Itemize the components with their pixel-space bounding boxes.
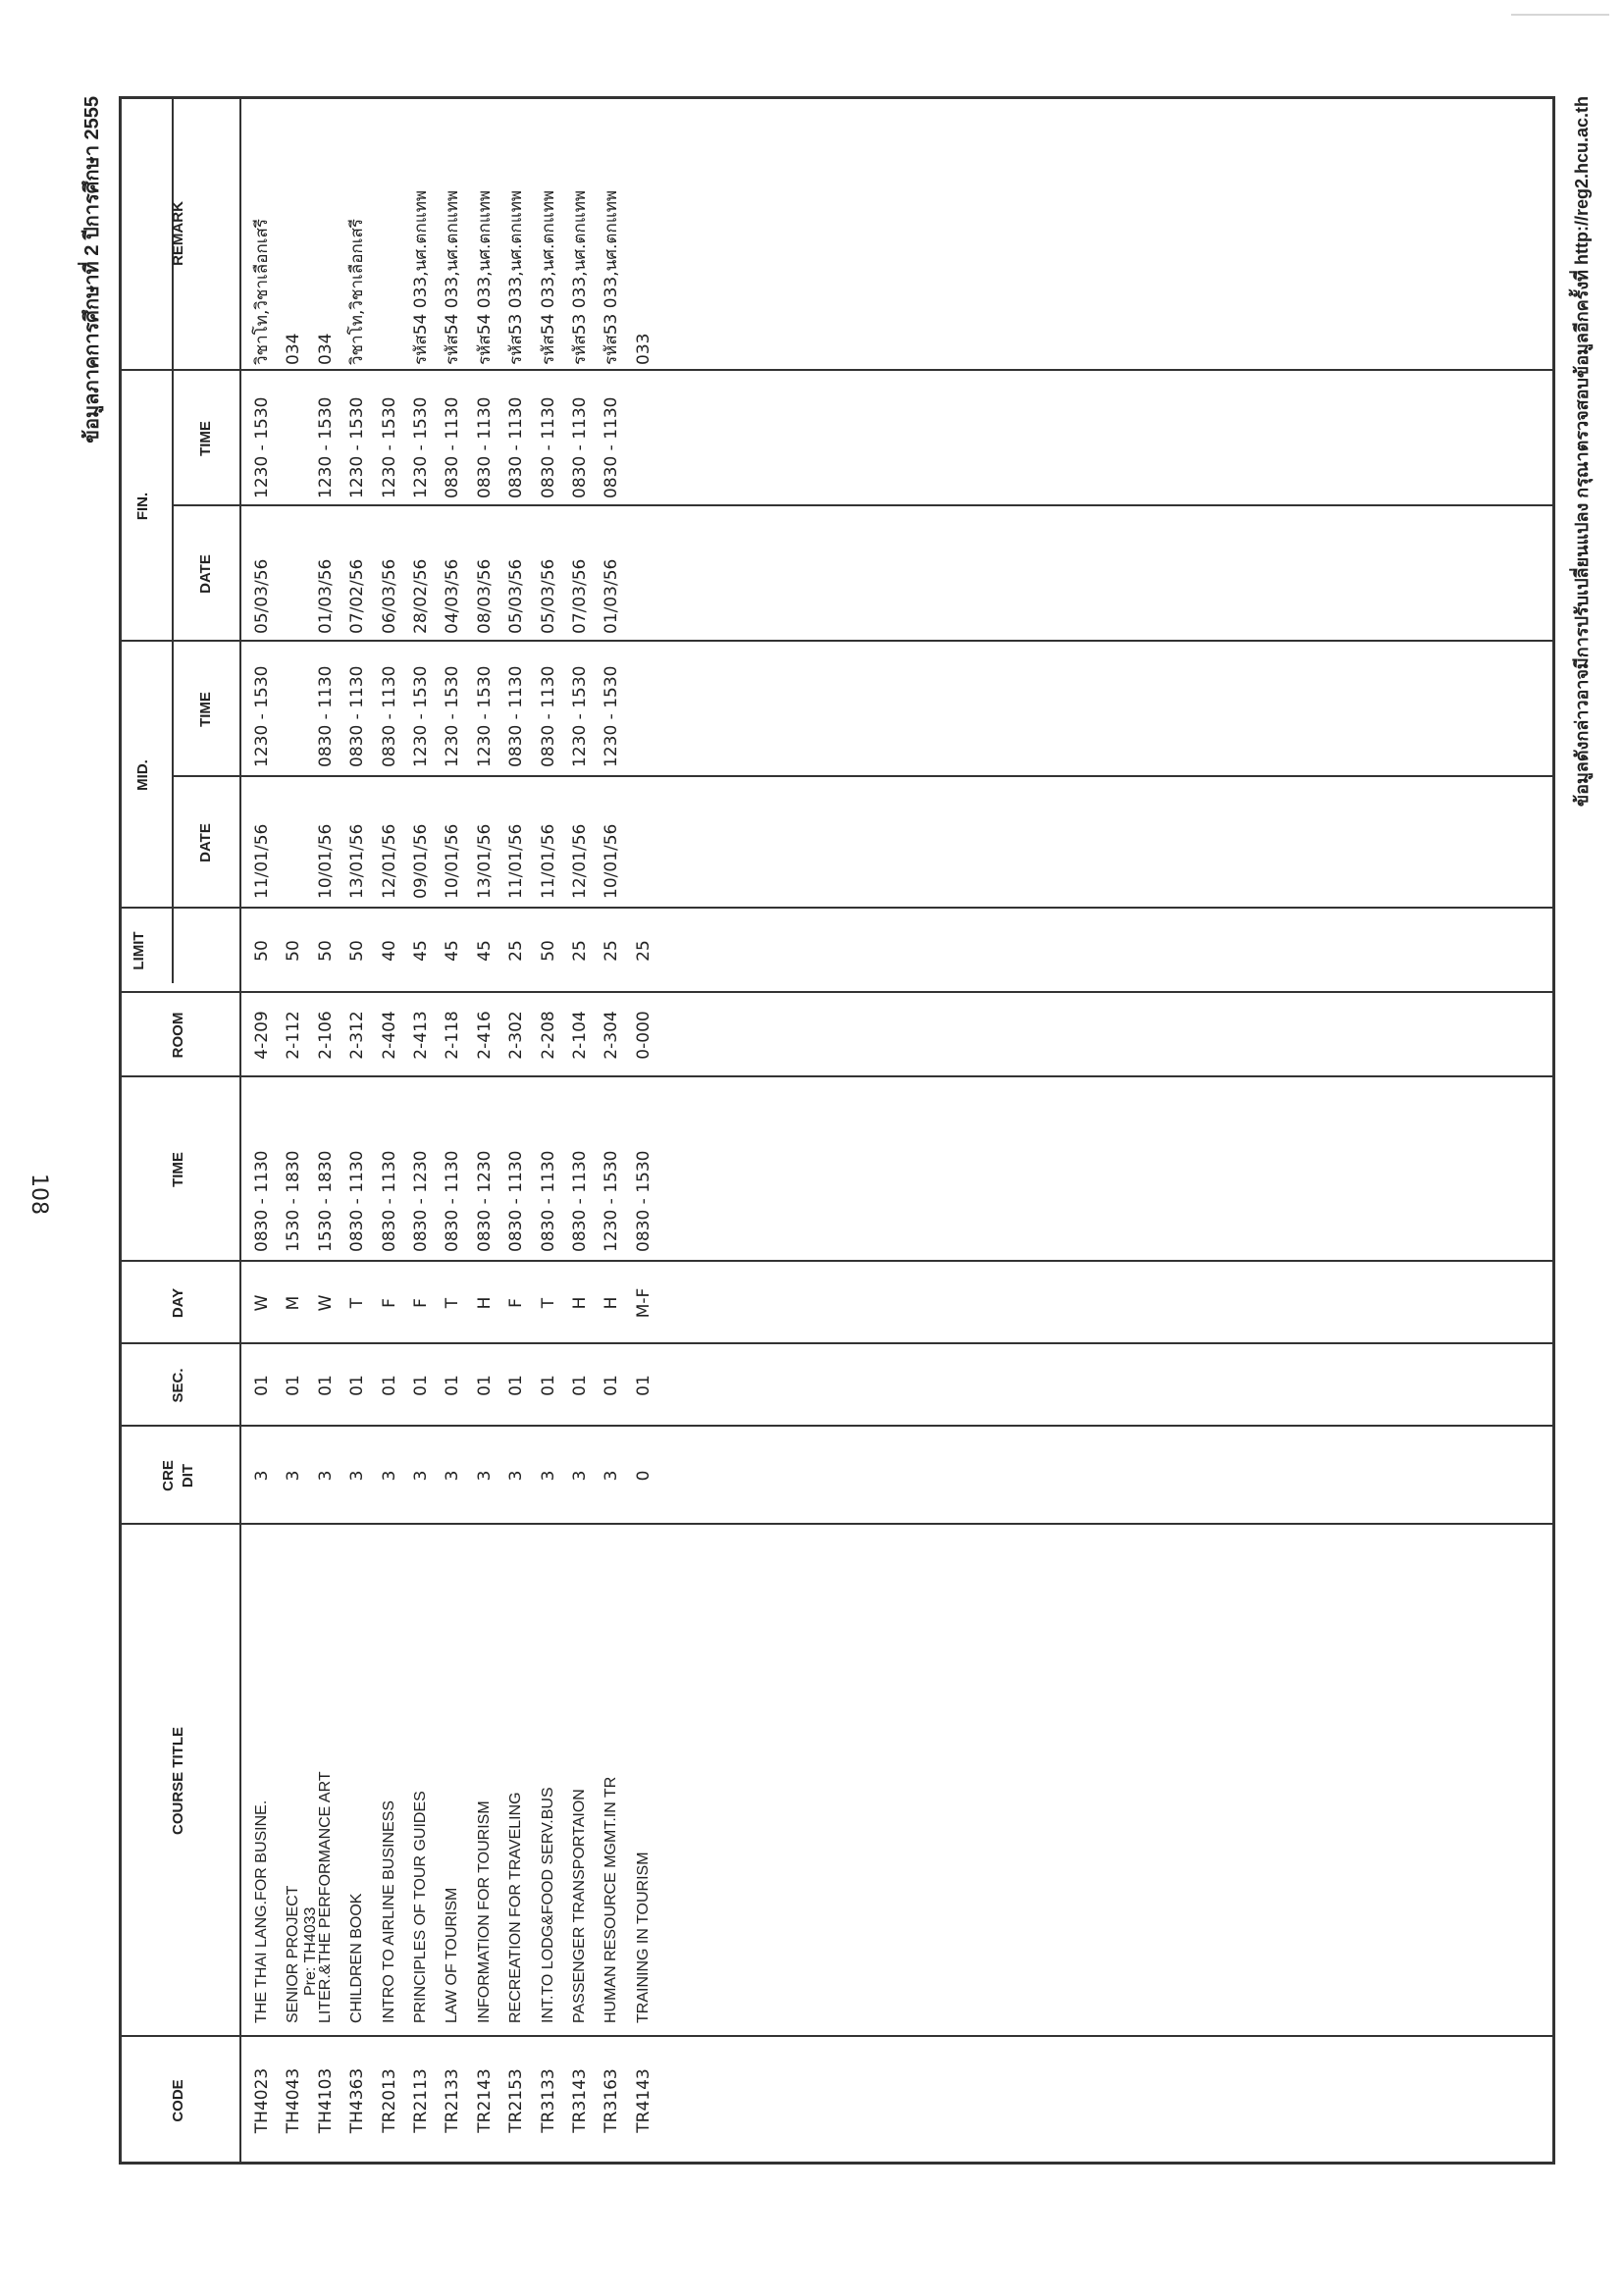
credit: 3 [602,1470,621,1482]
room: 2-112 [284,1011,303,1060]
class-time: 0830 - 1230 [411,1150,431,1252]
seat-limit: 50 [252,940,272,962]
room: 2-413 [411,1011,431,1060]
class-time: 0830 - 1230 [475,1150,495,1252]
remark: รหัส53 033,นศ.ตกแทพ [570,189,590,365]
day: W [316,1294,336,1312]
day: M-F [634,1287,654,1319]
day: H [602,1296,621,1310]
midterm-date: 13/01/56 [475,823,495,899]
midterm-date: 10/01/56 [602,823,621,899]
header-time: TIME [170,1152,186,1187]
day: M [284,1295,303,1311]
midterm-time: 0830 - 1130 [506,665,526,767]
credit: 3 [316,1470,336,1482]
class-time: 0830 - 1130 [506,1150,526,1252]
final-date: 08/03/56 [475,558,495,634]
midterm-date: 11/01/56 [506,823,526,899]
final-date: 05/03/56 [506,558,526,634]
final-time: 1230 - 1530 [380,396,399,498]
course-code: TR3143 [570,2068,590,2133]
section: 01 [634,1375,654,1396]
remark: รหัส53 033,นศ.ตกแทพ [602,189,621,365]
class-time: 0830 - 1130 [539,1150,558,1252]
header-remark: REMARK [170,201,186,266]
section: 01 [475,1375,495,1396]
day: T [347,1297,367,1309]
final-time: 1230 - 1530 [347,396,367,498]
course-code: TR2113 [411,2068,431,2133]
day: H [475,1296,495,1310]
midterm-time: 1230 - 1530 [602,665,621,767]
course-title: SENIOR PROJECT [285,1885,301,2023]
course-code: TR4143 [634,2068,654,2133]
final-time: 0830 - 1130 [539,396,558,498]
class-time: 0830 - 1130 [380,1150,399,1252]
credit: 3 [475,1470,495,1482]
course-title: PASSENGER TRANSPORTAION [571,1789,588,2023]
page-number: 108 [26,1174,51,1215]
course-title: LAW OF TOURISM [444,1887,460,2023]
day: F [380,1298,399,1308]
remark: รหัส54 033,นศ.ตกแทพ [443,189,462,365]
header-day: DAY [170,1287,186,1319]
course-title: TRAINING IN TOURISM [635,1852,652,2023]
room: 2-312 [347,1011,367,1060]
room: 4-209 [252,1011,272,1060]
day: T [539,1297,558,1309]
header-course-title: COURSE TITLE [170,1727,186,1836]
final-time: 0830 - 1130 [506,396,526,498]
header-divider [239,96,241,2165]
remark: 034 [284,333,303,365]
course-title: CHILDREN BOOK [348,1893,365,2023]
remark: รหัส54 033,นศ.ตกแทพ [475,189,495,365]
credit: 3 [443,1470,462,1482]
seat-limit: 50 [539,940,558,962]
class-time: 1530 - 1830 [316,1150,336,1252]
remark: วิชาโท,วิชาเลือกเสรี [347,218,367,365]
midterm-time: 1230 - 1530 [252,665,272,767]
header-room: ROOM [170,1012,186,1059]
room: 2-208 [539,1011,558,1060]
midterm-time: 1230 - 1530 [570,665,590,767]
course-title: HUMAN RESOURCE MGMT.IN TR [602,1776,619,2023]
final-time: 1230 - 1530 [411,396,431,498]
seat-limit: 25 [570,940,590,962]
section: 01 [411,1375,431,1396]
course-code: TR2143 [475,2068,495,2133]
final-date: 01/03/56 [316,558,336,634]
seat-limit: 25 [634,940,654,962]
section: 01 [602,1375,621,1396]
day: F [506,1298,526,1308]
header-credit-1: CRE [160,1460,177,1491]
class-time: 1230 - 1530 [602,1150,621,1252]
seat-limit: 45 [443,940,462,962]
course-title: THE THAI LANG.FOR BUSINE. [253,1800,270,2023]
header-mid-time: TIME [197,692,214,727]
room: 0-000 [634,1011,654,1060]
course-code: TH4363 [347,2067,367,2134]
section: 01 [539,1375,558,1396]
remark: รหัส54 033,นศ.ตกแทพ [411,189,431,365]
semester-caption: ข้อมูลภาคการศึกษาที่ 2 ปีการศึกษา 2555 [81,96,103,444]
class-time: 0830 - 1530 [634,1150,654,1252]
remark: วิชาโท,วิชาเลือกเสรี [252,218,272,365]
credit: 0 [634,1470,654,1482]
day: F [411,1298,431,1308]
final-time: 1230 - 1530 [316,396,336,498]
header-credit-2: DIT [180,1463,196,1488]
class-time: 1530 - 1830 [284,1150,303,1252]
course-title: LITER.&THE PERFORMANCE ART [317,1771,334,2023]
header-fin-date: DATE [197,554,214,594]
course-code: TR2153 [506,2068,526,2133]
section: 01 [347,1375,367,1396]
midterm-date: 10/01/56 [316,823,336,899]
midterm-date: 11/01/56 [252,823,272,899]
section: 01 [506,1375,526,1396]
midterm-date: 09/01/56 [411,823,431,899]
course-code: TR3163 [602,2068,621,2133]
course-code: TR2013 [380,2068,399,2133]
credit: 3 [380,1470,399,1482]
day: W [252,1294,272,1312]
midterm-time: 1230 - 1530 [475,665,495,767]
scan-edge-mark [1511,14,1609,16]
seat-limit: 40 [380,940,399,962]
room: 2-118 [443,1011,462,1060]
midterm-time: 1230 - 1530 [443,665,462,767]
room: 2-104 [570,1011,590,1060]
midterm-time: 0830 - 1130 [316,665,336,767]
remark: 034 [316,333,336,365]
class-time: 0830 - 1130 [252,1150,272,1252]
header-mid-date: DATE [197,823,214,862]
class-time: 0830 - 1130 [443,1150,462,1252]
midterm-time: 0830 - 1130 [380,665,399,767]
final-date: 04/03/56 [443,558,462,634]
class-time: 0830 - 1130 [347,1150,367,1252]
prerequisite: Pre: TH4033 [302,1906,319,1996]
final-date: 05/03/56 [539,558,558,634]
course-code: TR3133 [539,2068,558,2133]
final-time: 0830 - 1130 [443,396,462,498]
header-code: CODE [170,2079,186,2122]
day: H [570,1296,590,1310]
seat-limit: 50 [284,940,303,962]
final-time: 0830 - 1130 [570,396,590,498]
room: 2-302 [506,1011,526,1060]
remark: รหัส54 033,นศ.ตกแทพ [539,189,558,365]
final-date: 06/03/56 [380,558,399,634]
credit: 3 [252,1470,272,1482]
seat-limit: 50 [316,940,336,962]
room: 2-404 [380,1011,399,1060]
final-time: 0830 - 1130 [602,396,621,498]
course-title: INT.TO LODG&FOOD SERV.BUS [540,1787,556,2023]
course-title: INFORMATION FOR TOURISM [476,1800,493,2023]
room: 2-304 [602,1011,621,1060]
final-date: 05/03/56 [252,558,272,634]
header-fin-time: TIME [197,421,214,456]
course-code: TH4043 [284,2067,303,2134]
credit: 3 [506,1470,526,1482]
section: 01 [570,1375,590,1396]
course-code: TR2133 [443,2068,462,2133]
midterm-time: 0830 - 1130 [347,665,367,767]
seat-limit: 25 [506,940,526,962]
seat-limit: 45 [411,940,431,962]
section: 01 [443,1375,462,1396]
day: T [443,1297,462,1309]
course-title: INTRO TO AIRLINE BUSINESS [381,1800,397,2023]
room: 2-416 [475,1011,495,1060]
midterm-date: 12/01/56 [570,823,590,899]
credit: 3 [570,1470,590,1482]
midterm-date: 11/01/56 [539,823,558,899]
credit: 3 [284,1470,303,1482]
header-section: SEC. [170,1368,186,1403]
final-date: 28/02/56 [411,558,431,634]
course-title: RECREATION FOR TRAVELING [507,1792,524,2023]
credit: 3 [347,1470,367,1482]
seat-limit: 45 [475,940,495,962]
schedule-table [81,96,1592,2165]
final-date: 07/03/56 [570,558,590,634]
midterm-date: 13/01/56 [347,823,367,899]
midterm-date: 12/01/56 [380,823,399,899]
credit: 3 [411,1470,431,1482]
final-date: 01/03/56 [602,558,621,634]
remark: 033 [634,333,654,365]
section: 01 [284,1375,303,1396]
final-date: 07/02/56 [347,558,367,634]
seat-limit: 25 [602,940,621,962]
header-final: FIN. [134,492,151,521]
section: 01 [380,1375,399,1396]
credit: 3 [539,1470,558,1482]
course-code: TH4103 [316,2067,336,2134]
disclaimer-caption: ข้อมูลดังกล่าวอาจมีการปรับเปลี่ยนแปลง กรุณาตรวจสอบข้อมูลอีกครั้งที่ http://reg2.hcu.ac.th [1572,96,1592,808]
section: 01 [252,1375,272,1396]
midterm-time: 0830 - 1130 [539,665,558,767]
class-time: 0830 - 1130 [570,1150,590,1252]
midterm-date: 10/01/56 [443,823,462,899]
seat-limit: 50 [347,940,367,962]
header-limit: LIMIT [131,931,147,970]
room: 2-106 [316,1011,336,1060]
course-code: TH4023 [252,2067,272,2134]
course-title: PRINCIPLES OF TOUR GUIDES [412,1791,429,2023]
midterm-time: 1230 - 1530 [411,665,431,767]
remark: รหัส53 033,นศ.ตกแทพ [506,189,526,365]
final-time: 0830 - 1130 [475,396,495,498]
final-time: 1230 - 1530 [252,396,272,498]
header-midterm: MID. [134,759,151,791]
section: 01 [316,1375,336,1396]
